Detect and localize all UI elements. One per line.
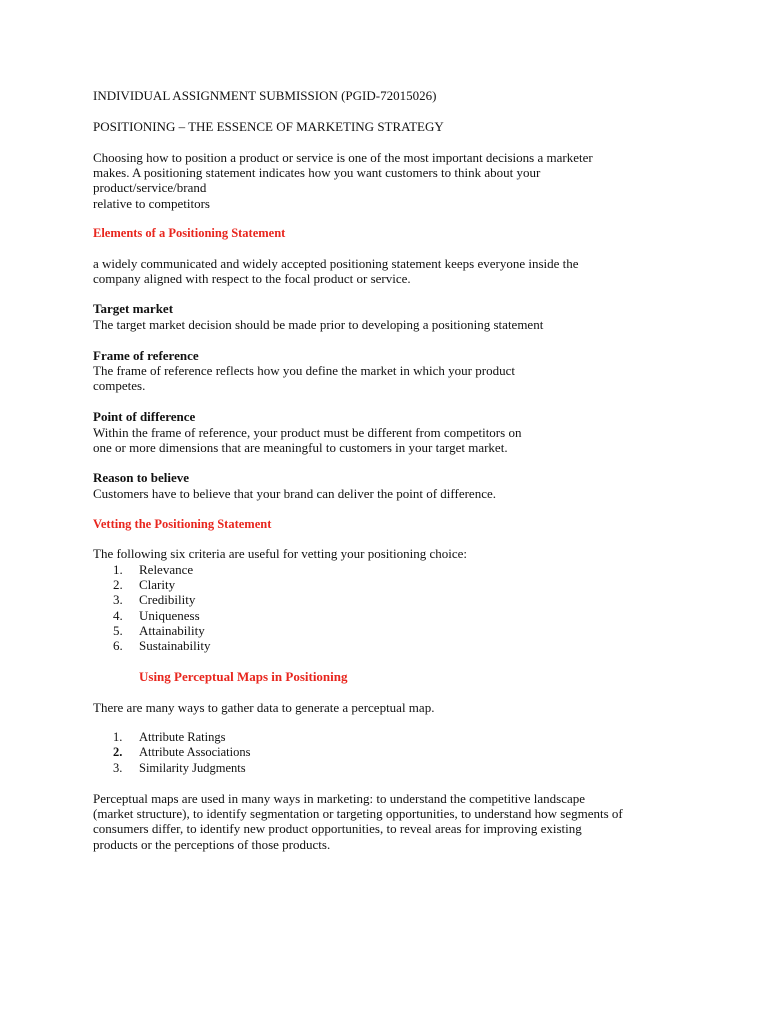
closing-line: products or the perceptions of those products. xyxy=(93,837,331,852)
vetting-intro: The following six criteria are useful for vetting your positioning choice: xyxy=(93,546,468,561)
criteria-item: Attainability xyxy=(139,623,205,638)
reason-to-believe-text: Customers have to believe that your brand can deliver the point of difference. xyxy=(93,486,496,501)
elements-intro-line: company aligned with respect to the focal product or service. xyxy=(93,271,411,286)
criteria-number: 5. xyxy=(113,623,123,638)
method-item: Attribute Ratings xyxy=(139,730,226,744)
criteria-number: 2. xyxy=(113,577,123,592)
intro-line: makes. A positioning statement indicates how you want customers to think about your xyxy=(93,165,541,180)
method-number: 3. xyxy=(113,761,123,775)
criteria-item: Sustainability xyxy=(139,638,211,653)
method-item: Similarity Judgments xyxy=(139,761,246,775)
criteria-number: 3. xyxy=(113,592,123,607)
criteria-number: 4. xyxy=(113,608,123,623)
target-market-text: The target market decision should be made prior to developing a positioning statement xyxy=(93,317,544,332)
criteria-item: Clarity xyxy=(139,577,176,592)
document-title: POSITIONING – THE ESSENCE OF MARKETING STRATEGY xyxy=(93,119,444,134)
criteria-item: Relevance xyxy=(139,562,194,577)
intro-line: relative to competitors xyxy=(93,196,210,211)
vetting-heading: Vetting the Positioning Statement xyxy=(93,517,272,531)
frame-of-reference-text: The frame of reference reflects how you define the market in which your product xyxy=(93,363,515,378)
assignment-header: INDIVIDUAL ASSIGNMENT SUBMISSION (PGID-72015026) xyxy=(93,88,437,103)
maps-intro: There are many ways to gather data to generate a perceptual map. xyxy=(93,700,435,715)
maps-heading: Using Perceptual Maps in Positioning xyxy=(139,669,348,684)
elements-intro-line: a widely communicated and widely accepted positioning statement keeps everyone inside the xyxy=(93,256,579,271)
criteria-number: 1. xyxy=(113,562,123,577)
point-of-difference-text: Within the frame of reference, your product must be different from competitors on xyxy=(93,425,522,440)
elements-heading: Elements of a Positioning Statement xyxy=(93,226,286,240)
frame-of-reference-text: competes. xyxy=(93,378,146,393)
criteria-item: Credibility xyxy=(139,592,196,607)
method-number: 1. xyxy=(113,730,123,744)
criteria-item: Uniqueness xyxy=(139,608,200,623)
intro-line: Choosing how to position a product or service is one of the most important decisions a marketer xyxy=(93,150,593,165)
criteria-number: 6. xyxy=(113,638,123,653)
reason-to-believe-title: Reason to believe xyxy=(93,470,190,485)
method-number: 2. xyxy=(113,745,123,759)
closing-line: (market structure), to identify segmentation or targeting opportunities, to understand how segments of xyxy=(93,806,623,821)
frame-of-reference-title: Frame of reference xyxy=(93,348,199,363)
target-market-title: Target market xyxy=(93,301,174,316)
intro-line: product/service/brand xyxy=(93,180,207,195)
closing-line: Perceptual maps are used in many ways in marketing: to understand the competitive landscape xyxy=(93,791,586,806)
point-of-difference-title: Point of difference xyxy=(93,409,196,424)
method-item: Attribute Associations xyxy=(139,745,251,759)
closing-line: consumers differ, to identify new product opportunities, to reveal areas for improving existing xyxy=(93,821,582,836)
point-of-difference-text: one or more dimensions that are meaningful to customers in your target market. xyxy=(93,440,508,455)
